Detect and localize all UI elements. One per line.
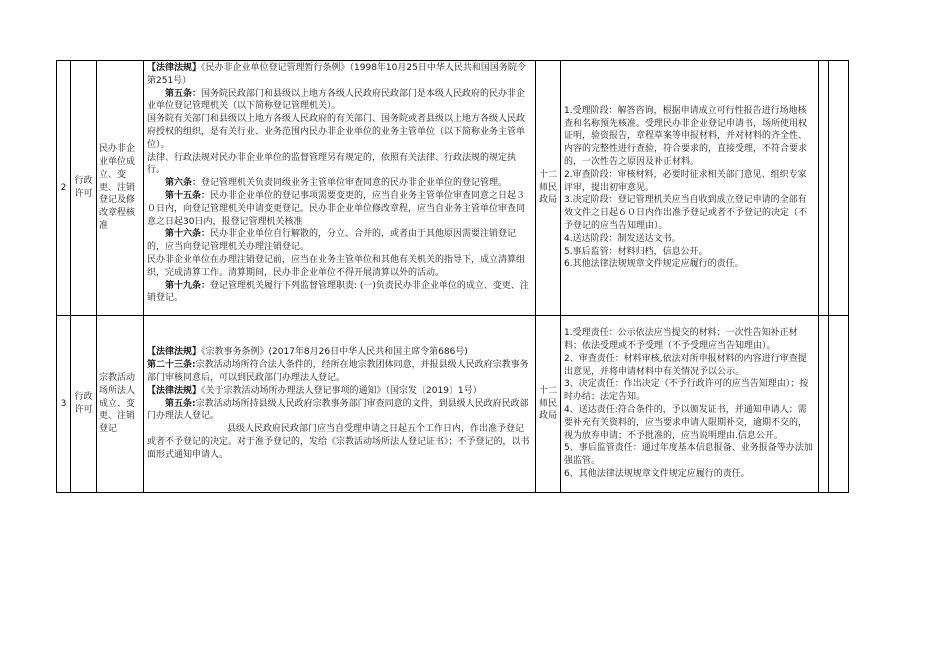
article-key: 【法律法规】 [147, 385, 202, 396]
article-text: 登记管理机关履行下列监督管理职责: (一)负责民办非企业单位的成立、变更、注销登记。 [147, 280, 529, 304]
empty-cell [829, 61, 849, 316]
article-key: 【法律法规】 [147, 63, 202, 73]
article-text: 宗教活动场所持县级人民政府宗教事务部门审查同意的文件，到县级人民政府民政部门办理法人登记。 [147, 398, 529, 422]
article-text: 民办非企业单位自行解散的，分立、合并的，或者由于其他原因需要注销登记的，应当向登记管理机关办理注销登记。 [147, 229, 517, 253]
legal-basis-paragraph [147, 88, 532, 114]
permit-item-name: 民办非企业单位成立、变更、注销登记及修改章程核准 [97, 61, 144, 316]
article-text: 《关于宗教活动场所办理法人登记事项的通知》（国宗发〔2019〕1号） [201, 385, 482, 396]
empty-cell [819, 316, 829, 493]
row-number: 3 [57, 316, 71, 493]
row-number: 2 [57, 61, 71, 316]
legal-basis-paragraph [147, 254, 532, 280]
legal-basis-paragraph [147, 113, 532, 151]
article-text: 宗教活动场所符合法人条件的，经所在地宗教团体同意，并报县级人民政府宗教事务部门审核同意后，可以到民政部门办理法人登记。 [147, 360, 529, 383]
article-text: 《民办非企业单位登记管理暂行条例》（1998年10月25日中华人民共和国国务院令第251号） [147, 63, 526, 86]
department: 十二师民政局 [536, 61, 561, 316]
responsibility-list [561, 61, 819, 316]
article-text: 登记管理机关负责同级业务主管单位审查同意的民办非企业单位的登记管理。 [201, 178, 508, 189]
legal-basis-paragraph [147, 359, 532, 385]
article-key: 第二十三条: [147, 360, 196, 371]
department: 十二师民政局 [536, 316, 561, 493]
article-key: 第十六条： [165, 229, 211, 240]
article-text: 县级人民政府民政部门应当自受理申请之日起五个工作日内，作出准予登记或者不予登记的决定。对于准予登记的，发给《宗教活动场所法人登记证书》；不予登记的，以书面形式通知申请人。 [147, 424, 530, 460]
legal-basis-paragraph [147, 346, 532, 359]
article-text: 国务院民政部门和县级以上地方各级人民政府民政部门是本级人民政府的民办非企业单位登记管理机关（以下简称登记管理机关）。 [147, 88, 526, 112]
legal-basis-paragraph [147, 228, 532, 254]
responsibility-item: 3、决定责任：作出决定（不予行政许可的应当告知理由）；按时办结；法定告知。 [564, 379, 809, 403]
permit-type: 行政许可 [71, 316, 97, 493]
article-text: 法律、行政法规对民办非企业单位的监督管理另有规定的，依照有关法律、行政法规的规定执行。 [147, 152, 517, 176]
responsibility-item: 4.送达阶段：制发送达文书。 [564, 233, 681, 244]
article-text: 民办非企业单位在办理注销登记前，应当在业务主管单位和其他有关机关的指导下，成立清算组织，完成清算工作。清算期间，民办非企业单位不得开展清算以外的活动。 [147, 254, 526, 278]
permit-item-name: 宗教活动场所法人成立、变更、注销登记 [97, 316, 144, 493]
legal-basis-paragraph [147, 280, 532, 306]
legal-basis-paragraph [147, 152, 532, 178]
legal-basis-paragraph [147, 423, 532, 461]
legal-basis-text [147, 346, 532, 461]
permit-table [56, 60, 849, 493]
article-text: 民办非企业单位的登记事项需要变更的，应当自业务主管单位审查同意之日起３０日内，向登记管理机关申请变更登记。民办非企业单位修改章程，应当自业务主管单位审查同意之日起30日内，报登记管理机关核准 [147, 190, 526, 227]
empty-cell [819, 61, 829, 316]
legal-basis-paragraph [147, 385, 532, 398]
responsibility-item: 1.受理阶段：解答咨询，根据申请成立可行性报告进行场地核查和名称预先核准。受理民办非企业登记申请书，场所使用权证明，验资报告，章程草案等申报材料，并对材料的齐全性、内容的完整性进行查验，符合要求的，直接受理，不符合要求的，一次性告之原因及补正材料。 [564, 105, 808, 167]
article-key: 第十九条： [165, 280, 211, 291]
empty-cell [829, 316, 849, 493]
responsibility-item: 4、送达责任:符合条件的，予以颁发证书，并通知申请人；需要补充有关资料的，应当要求申请人限期补交，逾期不交的，视为放弃申请；不予批准的，应当说明理由.信息公开。 [564, 405, 808, 441]
responsibility-item: 2、审查责任：材料审核,依法对所申报材料的内容进行审查提出意见，并将申请材料中有关情况予以公示。 [564, 353, 807, 377]
legal-basis-paragraph [147, 190, 532, 228]
article-text: 《宗教事务条例》(2017年8月26日中华人民共和国主席令第686号) [201, 347, 468, 358]
legal-basis [144, 61, 536, 316]
article-key: 第五条： [165, 88, 202, 99]
legal-basis-paragraph [147, 398, 532, 424]
legal-basis-paragraph [147, 177, 532, 190]
responsibility-list [561, 316, 819, 493]
article-key: 第六条： [165, 178, 202, 189]
article-key: 第十五条： [165, 190, 211, 201]
responsibility-item: 5.事后监管：材料归档，信息公开。 [564, 246, 708, 257]
article-key: 【法律法规】 [147, 347, 202, 358]
permit-type: 行政许可 [71, 61, 97, 316]
legal-basis-text [147, 62, 532, 305]
legal-basis-paragraph [147, 62, 532, 88]
table-row [57, 61, 849, 316]
table-row [57, 316, 849, 493]
legal-basis [144, 316, 536, 493]
responsibility-item: 6、其他法律法规规章文件规定应履行的责任。 [564, 468, 750, 479]
responsibility-item: 5、事后监管责任：通过年度基本信息报备、业务报备等办法加强监管。 [564, 443, 813, 467]
responsibility-item: 3.决定阶段：登记管理机关应当自收到成立登记申请的全部有效文件之日起６０日内作出准予登记或者不予登记的决定（不予登记的应当告知理由）。 [564, 195, 808, 231]
article-key: 第五条: [165, 398, 196, 409]
article-text: 国务院有关部门和县级以上地方各级人民政府的有关部门、国务院或者县级以上地方各级人民政府授权的组织，是有关行业、业务范围内民办非企业单位的业务主管单位（以下简称业务主管单位）。 [147, 114, 526, 150]
responsibility-item: 2.审查阶段：审核材料，必要时征求相关部门意见、组织专家评审，提出初审意见。 [564, 169, 807, 193]
responsibility-item: 1.受理责任：公示依法应当提交的材料；一次性告知补正材料；依法受理或不予受理（不予受理应当告知理由）。 [564, 328, 798, 352]
responsibility-item: 6.其他法律法规规章文件规定应履行的责任。 [564, 259, 744, 270]
